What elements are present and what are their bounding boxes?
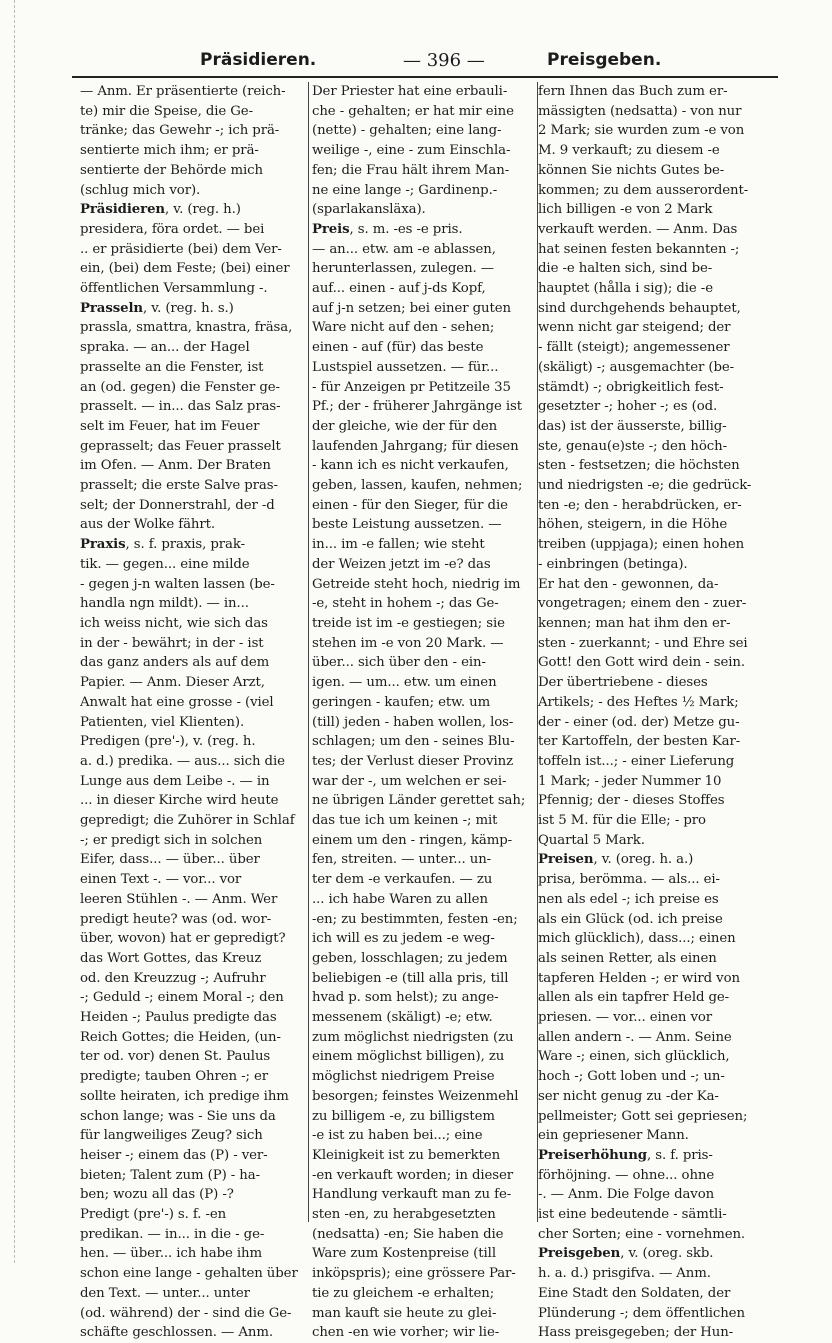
- text-line: Gott! den Gott wird dein - sein.: [538, 655, 746, 671]
- text-line: Patienten, viel Klienten).: [80, 714, 245, 730]
- text-line: sten - zuerkannt; - und Ehre sei: [538, 635, 748, 651]
- text-line: fen, streiten. — unter... un-: [312, 852, 492, 868]
- text-line: predigt heute? was (od. wor-: [80, 911, 272, 927]
- text-line: tränke; das Gewehr -; ich prä-: [80, 123, 280, 139]
- text-line: stämdt) -; obrigkeitlich fest-: [538, 379, 724, 395]
- text-line: war der -, um welchen er sei-: [312, 773, 507, 789]
- text-line: igen. — um... etw. um einen: [312, 675, 497, 691]
- text-line: Eifer, dass... — über... über: [80, 852, 260, 868]
- text-line: sten -en, zu herabgesetzten: [312, 1207, 496, 1223]
- text-line: 1 Mark; - jeder Nummer 10: [538, 773, 722, 789]
- text-line: laufenden Jahrgang; für diesen: [312, 438, 519, 454]
- text-line: h. a. d.) prisgifva. — Anm.: [538, 1266, 711, 1282]
- text-line: Ware zum Kostenpreise (till: [312, 1246, 496, 1262]
- text-line: ben; wozu all das (P) -?: [80, 1187, 234, 1203]
- text-line: -. — Anm. Die Folge davon: [538, 1187, 715, 1203]
- text-line: das tue ich um keinen -; mit: [312, 813, 498, 829]
- text-line: hauptet (hålla i sig); die -e: [538, 281, 713, 297]
- text-line: leeren Stühlen -. — Anm. Wer: [80, 891, 278, 907]
- text-line: 2 Mark; sie wurden zum -e von: [538, 123, 745, 139]
- text-line: .. er präsidierte (bei) dem Ver-: [80, 241, 282, 257]
- text-line: für langweiliges Zeug? sich: [80, 1128, 263, 1144]
- text-line: stehen im -e von 20 Mark. —: [312, 635, 504, 651]
- text-line: M. 9 verkauft; zu diesem -e: [538, 143, 720, 159]
- text-line: allen andern -. — Anm. Seine: [538, 1029, 732, 1045]
- text-line: der - einer (od. der) Metze gu-: [538, 714, 740, 730]
- text-line: fern Ihnen das Buch zum er-: [538, 84, 728, 99]
- text-line: ser nicht genug zu -der Ka-: [538, 1088, 719, 1104]
- text-line: Lustspiel aussetzen. — für...: [312, 359, 499, 375]
- text-line: ein, (bei) dem Feste; (bei) einer: [80, 261, 290, 277]
- text-line: auf j-n setzen; bei einer guten: [312, 300, 511, 316]
- text-line: ist eine bedeutende - sämtli-: [538, 1207, 727, 1223]
- text-line: ich weiss nicht, wie sich das: [80, 615, 268, 631]
- text-line: presidera, föra ordet. — bei: [80, 221, 265, 237]
- text-line: Preiserhöhung, s. f. pris-: [538, 1147, 713, 1163]
- text-line: — Anm. Er präsentierte (reich-: [80, 84, 286, 99]
- text-line: (skäligt) -; ausgemachter (be-: [538, 359, 735, 375]
- text-line: Pfennig; der - dieses Stoffes: [538, 793, 725, 809]
- text-line: schon eine lange - gehalten über: [80, 1266, 298, 1282]
- text-line: das ganz anders als auf dem: [80, 655, 270, 671]
- text-line: zu billigem -e, zu billigstem: [312, 1108, 495, 1124]
- text-line: gepredigt; die Zuhörer in Schlaf: [80, 813, 295, 829]
- text-line: kennen; man hat ihm den er-: [538, 615, 731, 631]
- text-line: priesen. — vor... einen vor: [538, 1010, 713, 1026]
- text-line: schäfte geschlossen. — Anm.: [80, 1325, 273, 1341]
- text-line: Reich Gottes; die Heiden, (un-: [80, 1029, 281, 1045]
- text-line: ist 5 M. für die Elle; - pro: [538, 813, 706, 829]
- text-line: geringen - kaufen; etw. um: [312, 694, 491, 710]
- text-line: -en verkauft worden; in dieser: [312, 1167, 514, 1183]
- text-line: die -e halten sich, sind be-: [538, 261, 713, 277]
- text-line: -; Geduld -; einem Moral -; den: [80, 990, 284, 1006]
- text-line: in... im -e fallen; wie steht: [312, 537, 485, 553]
- text-line: ter od. vor) denen St. Paulus: [80, 1049, 271, 1065]
- text-line: treiben (uppjaga); einen hohen: [538, 537, 745, 553]
- text-line: Lunge aus dem Leibe -. — in: [80, 773, 270, 789]
- header-right-headword: Preisgeben.: [547, 50, 662, 70]
- text-line: einen - auf (für) das beste: [312, 340, 484, 356]
- text-line: messenem (skäligt) -e; etw.: [312, 1010, 493, 1026]
- text-line: über, wovon) hat er gepredigt?: [80, 931, 286, 947]
- text-line: das) ist der äusserste, billig-: [538, 418, 727, 434]
- text-line: gesetzter -; hoher -; es (od.: [538, 399, 718, 415]
- text-line: einen Text -. — vor... vor: [80, 872, 242, 888]
- text-line: wenn nicht gar steigend; der: [538, 320, 731, 336]
- text-line: Handlung verkauft man zu fe-: [312, 1187, 512, 1203]
- text-line: Predigen (pre'-), v. (reg. h.: [80, 734, 256, 750]
- text-line: Pf.; der - früherer Jahrgänge ist: [312, 399, 523, 415]
- text-line: Preis, s. m. -es -e pris.: [312, 221, 463, 237]
- page-number: — 396 —: [403, 50, 485, 71]
- text-line: ... in dieser Kirche wird heute: [80, 793, 279, 809]
- text-line: kommen; zu dem ausserordent-: [538, 182, 749, 198]
- text-line: das Wort Gottes, das Kreuz: [80, 950, 262, 966]
- text-line: - für Anzeigen pr Petitzeile 35: [312, 379, 511, 395]
- text-line: einem um den - ringen, kämp-: [312, 832, 513, 848]
- text-line: ten -e; den - herabdrücken, er-: [538, 497, 742, 513]
- header-rule: [72, 76, 778, 78]
- text-line: Ware nicht auf den - sehen;: [312, 320, 495, 336]
- text-line: tes; der Verlust dieser Provinz: [312, 753, 513, 769]
- text-line: cher Sorten; eine - vornehmen.: [538, 1226, 746, 1242]
- text-line: heiser -; einem das (P) - ver-: [80, 1147, 268, 1163]
- text-line: Prasseln, v. (reg. h. s.): [80, 300, 234, 316]
- text-line: ter dem -e verkaufen. — zu: [312, 872, 493, 888]
- text-line: mässigten (nedsatta) - von nur: [538, 103, 742, 119]
- dictionary-column-1: [80, 82, 304, 1341]
- text-line: sentierte mich ihm; er prä-: [80, 143, 259, 159]
- text-line: den Text. — unter... unter: [80, 1285, 250, 1301]
- text-line: Plünderung -; dem öffentlichen: [538, 1305, 745, 1321]
- text-line: - fällt (steigt); angemessener: [538, 340, 730, 356]
- text-line: handla ngn mildt). — in...: [80, 596, 249, 612]
- page-edge: [14, 0, 15, 1263]
- dictionary-column-3: [538, 82, 770, 1341]
- text-line: toffeln ist...; - einer Lieferung: [538, 753, 735, 769]
- text-line: Eine Stadt den Soldaten, der: [538, 1285, 731, 1301]
- text-line: prasselt. — in... das Salz pras-: [80, 399, 281, 415]
- text-line: - gegen j-n walten lassen (be-: [80, 576, 275, 592]
- text-line: (od. während) der - sind die Ge-: [80, 1305, 292, 1321]
- text-line: Ware -; einen, sich glücklich,: [538, 1049, 730, 1065]
- column-divider: [308, 82, 309, 1222]
- text-line: spraka. — an... der Hagel: [80, 340, 250, 356]
- text-line: Hass preisgegeben; der Hun-: [538, 1325, 734, 1341]
- text-line: Preisen, v. (oreg. h. a.): [538, 852, 694, 868]
- text-line: che - gehalten; er hat mir eine: [312, 103, 514, 119]
- text-line: besorgen; feinstes Weizenmehl: [312, 1088, 519, 1104]
- text-line: prasselte an die Fenster, ist: [80, 359, 264, 375]
- text-line: schlagen; um den - seines Blu-: [312, 734, 515, 750]
- text-line: tie zu gleichem -e erhalten;: [312, 1285, 495, 1301]
- text-line: hat seinen festen bekannten -;: [538, 241, 740, 257]
- text-line: und niedrigsten -e; die gedrück-: [538, 478, 752, 494]
- text-line: predigte; tauben Ohren -; er: [80, 1069, 269, 1085]
- text-line: te) mir die Speise, die Ge-: [80, 103, 253, 119]
- text-line: Praxis, s. f. praxis, prak-: [80, 537, 245, 553]
- text-line: inköpspris); eine grössere Par-: [312, 1266, 516, 1282]
- text-line: -en; zu bestimmten, festen -en;: [312, 911, 518, 927]
- text-line: od. den Kreuzzug -; Aufruhr: [80, 970, 266, 986]
- text-line: sentierte der Behörde mich: [80, 162, 263, 178]
- text-line: in der - bewährt; in der - ist: [80, 635, 264, 651]
- text-line: Getreide steht hoch, niedrig im: [312, 576, 521, 592]
- text-line: mich glücklich), dass...; einen: [538, 931, 736, 947]
- text-line: Er hat den - gewonnen, da-: [538, 576, 719, 592]
- text-line: Kleinigkeit ist zu bemerkten: [312, 1147, 501, 1163]
- text-line: ne eine lange -; Gardinenp.-: [312, 182, 498, 198]
- text-line: ein gepriesener Mann.: [538, 1128, 689, 1144]
- text-line: ste, genau(e)ste -; den höch-: [538, 438, 727, 454]
- text-line: (sparlakansläxa).: [312, 202, 426, 218]
- text-line: prisa, berömma. — als... ei-: [538, 872, 720, 888]
- dictionary-column-2: [312, 82, 534, 1341]
- text-line: können Sie nichts Gutes be-: [538, 162, 725, 178]
- text-line: selt; der Donnerstrahl, der -d: [80, 497, 275, 513]
- text-line: bieten; Talent zum (P) - ha-: [80, 1167, 260, 1183]
- text-line: Anwalt hat eine grosse - (viel: [80, 694, 274, 710]
- text-line: — an... etw. am -e ablassen,: [312, 241, 496, 257]
- text-line: (nedsatta) -en; Sie haben die: [312, 1226, 504, 1242]
- text-line: nen als edel -; ich preise es: [538, 891, 719, 907]
- text-line: tik. — gegen... eine milde: [80, 556, 250, 572]
- text-line: prasselt; die erste Salve pras-: [80, 478, 278, 494]
- text-line: chen -en wie vorher; wir lie-: [312, 1325, 500, 1341]
- text-line: zum möglichst niedrigsten (zu: [312, 1029, 514, 1045]
- text-line: allen als ein tapfrer Held ge-: [538, 990, 730, 1006]
- text-line: a. d.) predika. — aus... sich die: [80, 753, 285, 769]
- text-line: Preisgeben, v. (oreg. skb.: [538, 1246, 714, 1262]
- text-line: öffentlichen Versammlung -.: [80, 281, 268, 297]
- text-line: -e, steht in hohem -; das Ge-: [312, 596, 499, 612]
- text-line: förhöjning. — ohne... ohne: [538, 1167, 715, 1183]
- text-line: ... ich habe Waren zu allen: [312, 891, 488, 907]
- text-line: höhen, steigern, in die Höhe: [538, 517, 728, 533]
- text-line: der gleiche, wie der für den: [312, 418, 498, 434]
- text-line: Heiden -; Paulus predigte das: [80, 1010, 277, 1026]
- text-line: ich will es zu jedem -e weg-: [312, 931, 495, 947]
- text-line: prassla, smattra, knastra, fräsa,: [80, 320, 293, 336]
- running-header: [60, 44, 780, 76]
- text-line: der Weizen jetzt im -e? das: [312, 556, 491, 572]
- text-line: -; er predigt sich in solchen: [80, 832, 263, 848]
- text-line: fen; die Frau hält ihrem Man-: [312, 162, 510, 178]
- text-line: hen. — über... ich habe ihm: [80, 1246, 263, 1262]
- text-line: als ein Glück (od. ich preise: [538, 911, 723, 927]
- text-line: beste Leistung aussetzen. —: [312, 517, 502, 533]
- text-line: Quartal 5 Mark.: [538, 832, 645, 848]
- text-line: einen - für den Sieger, für die: [312, 497, 508, 513]
- text-line: verkauft werden. — Anm. Das: [538, 221, 738, 237]
- text-line: im Ofen. — Anm. Der Braten: [80, 458, 271, 474]
- text-line: (nette) - gehalten; eine lang-: [312, 123, 502, 139]
- text-line: an (od. gegen) die Fenster ge-: [80, 379, 280, 395]
- text-line: geprasselt; das Feuer prasselt: [80, 438, 281, 454]
- text-line: einem möglichst billigen), zu: [312, 1049, 505, 1065]
- text-line: sind durchgehends behauptet,: [538, 300, 741, 316]
- text-line: Der Priester hat eine erbauli-: [312, 84, 508, 99]
- text-line: hvad p. som helst); zu ange-: [312, 990, 499, 1006]
- text-line: möglichst niedrigem Preise: [312, 1069, 495, 1085]
- text-line: Predigt (pre'-) s. f. -en: [80, 1207, 227, 1223]
- text-line: pellmeister; Gott sei gepriesen;: [538, 1108, 748, 1124]
- text-line: schon lange; was - Sie uns da: [80, 1108, 276, 1124]
- text-line: weilige -, eine - zum Einschla-: [312, 143, 511, 159]
- text-line: Papier. — Anm. Dieser Arzt,: [80, 675, 265, 691]
- header-left-headword: Präsidieren.: [200, 50, 317, 70]
- text-line: herunterlassen, zulegen. —: [312, 261, 494, 277]
- text-line: über... sich über den - ein-: [312, 655, 486, 671]
- text-line: ter Kartoffeln, der besten Kar-: [538, 734, 741, 750]
- text-line: sollte heiraten, ich predige ihm: [80, 1088, 289, 1104]
- text-line: vongetragen; einem den - zuer-: [538, 596, 747, 612]
- text-line: beliebigen -e (till alla pris, till: [312, 970, 509, 986]
- text-line: man kauft sie heute zu glei-: [312, 1305, 497, 1321]
- text-line: Der übertriebene - dieses: [538, 675, 708, 691]
- text-line: - einbringen (betinga).: [538, 556, 688, 572]
- text-line: geben, lassen, kaufen, nehmen;: [312, 478, 523, 494]
- text-line: - kann ich es nicht verkaufen,: [312, 458, 509, 474]
- text-line: hoch -; Gott loben und -; un-: [538, 1069, 725, 1085]
- text-line: ne übrigen Länder gerettet sah;: [312, 793, 526, 809]
- text-line: treide ist im -e gestiegen; sie: [312, 615, 505, 631]
- text-line: selt im Feuer, hat im Feuer: [80, 418, 260, 434]
- text-line: predikan. — in... in die - ge-: [80, 1226, 265, 1242]
- text-line: -e ist zu haben bei...; eine: [312, 1128, 483, 1144]
- text-line: lich billigen -e von 2 Mark: [538, 202, 713, 218]
- text-line: Artikels; - des Heftes ½ Mark;: [538, 694, 739, 710]
- text-line: (schlug mich vor).: [80, 182, 201, 198]
- text-line: aus der Wolke fährt.: [80, 517, 216, 533]
- text-line: geben, losschlagen; zu jedem: [312, 950, 508, 966]
- text-line: tapferen Helden -; er wird von: [538, 970, 740, 986]
- text-line: als seinen Retter, als einen: [538, 950, 717, 966]
- text-line: sten - festsetzen; die höchsten: [538, 458, 740, 474]
- text-line: (till) jeden - haben wollen, los-: [312, 714, 514, 730]
- text-line: Präsidieren, v. (reg. h.): [80, 202, 241, 218]
- text-line: auf... einen - auf j-ds Kopf,: [312, 281, 486, 297]
